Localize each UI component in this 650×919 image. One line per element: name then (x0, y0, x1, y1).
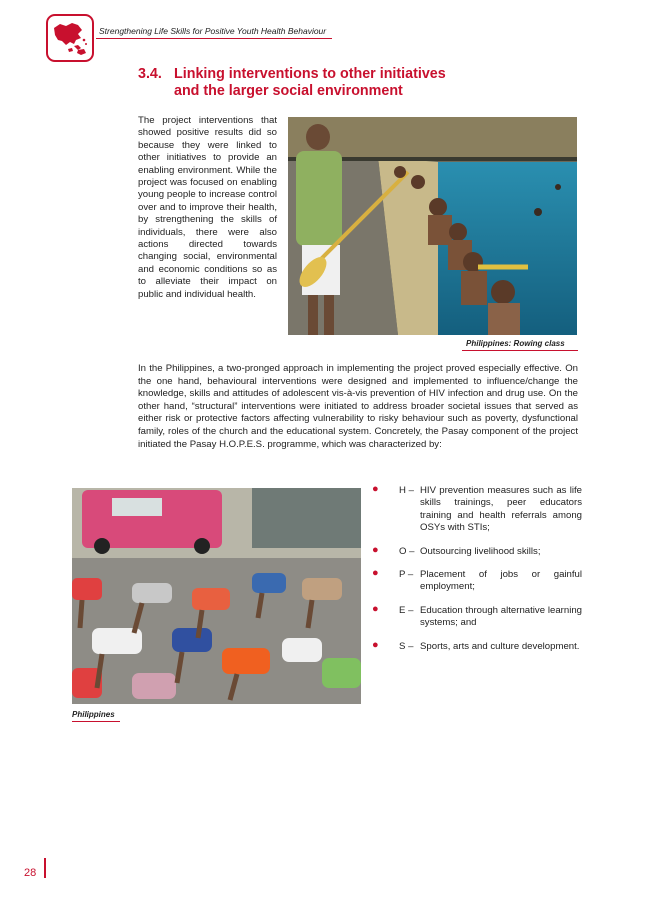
section-title-line2: and the larger social environment (174, 83, 403, 99)
list-item-text: Outsourcing livelihood skills; (420, 545, 541, 557)
bullet-icon: ● (372, 602, 379, 615)
section-number: 3.4. (138, 66, 162, 82)
list-item-letter: O – (399, 545, 415, 557)
logo (46, 14, 94, 62)
header-divider (96, 38, 332, 39)
running-header: Strengthening Life Skills for Positive Youth Health Behaviour (99, 26, 327, 36)
list-item-letter: P – (399, 569, 414, 581)
list-item (372, 638, 582, 653)
bullet-icon: ● (372, 483, 379, 495)
bullet-icon: ● (372, 567, 379, 580)
list-item (372, 569, 582, 594)
section-title-line1: Linking interventions to other initiatives (174, 66, 446, 82)
list-item-text: Education through alternative learning systems; and (420, 604, 582, 629)
list-item-text: HIV prevention measures such as life skills trainings, peer educators training and health referrals among OSYs with STIs; (420, 485, 582, 534)
rowing-class-photo (288, 117, 577, 335)
list-item (372, 485, 582, 535)
philippines-exercise-photo (72, 488, 361, 704)
list-item-letter: S – (399, 640, 414, 652)
rowing-photo-caption: Philippines: Rowing class (466, 339, 565, 348)
bullet-icon: ● (372, 638, 379, 651)
hopes-list (372, 485, 582, 664)
intro-paragraph: The project interventions that showed positive results did so because they were linked to other initiatives to provide an enabling environment. While the project was focused on enabling young people to increase control over and to improve their health, by strengthening the skills of individuals, there were also actions directed towards changing social, environmental and economic conditions so as to alleviate their impact on public and individual health. (138, 115, 277, 300)
caption-underline (462, 350, 578, 351)
page-number: 28 (24, 867, 37, 879)
bullet-icon: ● (372, 543, 379, 556)
list-item-letter: E – (399, 604, 414, 616)
list-item (372, 602, 582, 630)
list-item-text: Sports, arts and culture development. (420, 640, 580, 652)
list-item-text: Placement of jobs or gainful employment; (420, 569, 582, 593)
footer-divider (44, 858, 46, 878)
asia-map-icon (48, 16, 92, 60)
list-item (372, 543, 582, 558)
list-item-letter: H – (399, 485, 414, 496)
section-title (138, 66, 558, 100)
main-paragraph: In the Philippines, a two-pronged approach in implementing the project proved especially effective. On the one hand, behavioural interventions were designed and implemented to influence/change the knowledge, skills and attitudes of adolescent vis-à-vis prevention of HIV infection and drug use. On the other hand, “structural” interventions were initiated to address broader societal issues that served as either risk or protective factors affecting vulnerability to risky behaviour such as poverty, dysfunctional family, roles of the church and the educational system. Concretely, the Pasay component of the project initiated the Pasay H.O.P.E.S. programme, which was characterized by: (138, 363, 578, 450)
philippines-photo-caption: Philippines (72, 710, 115, 719)
caption-underline (72, 721, 120, 722)
